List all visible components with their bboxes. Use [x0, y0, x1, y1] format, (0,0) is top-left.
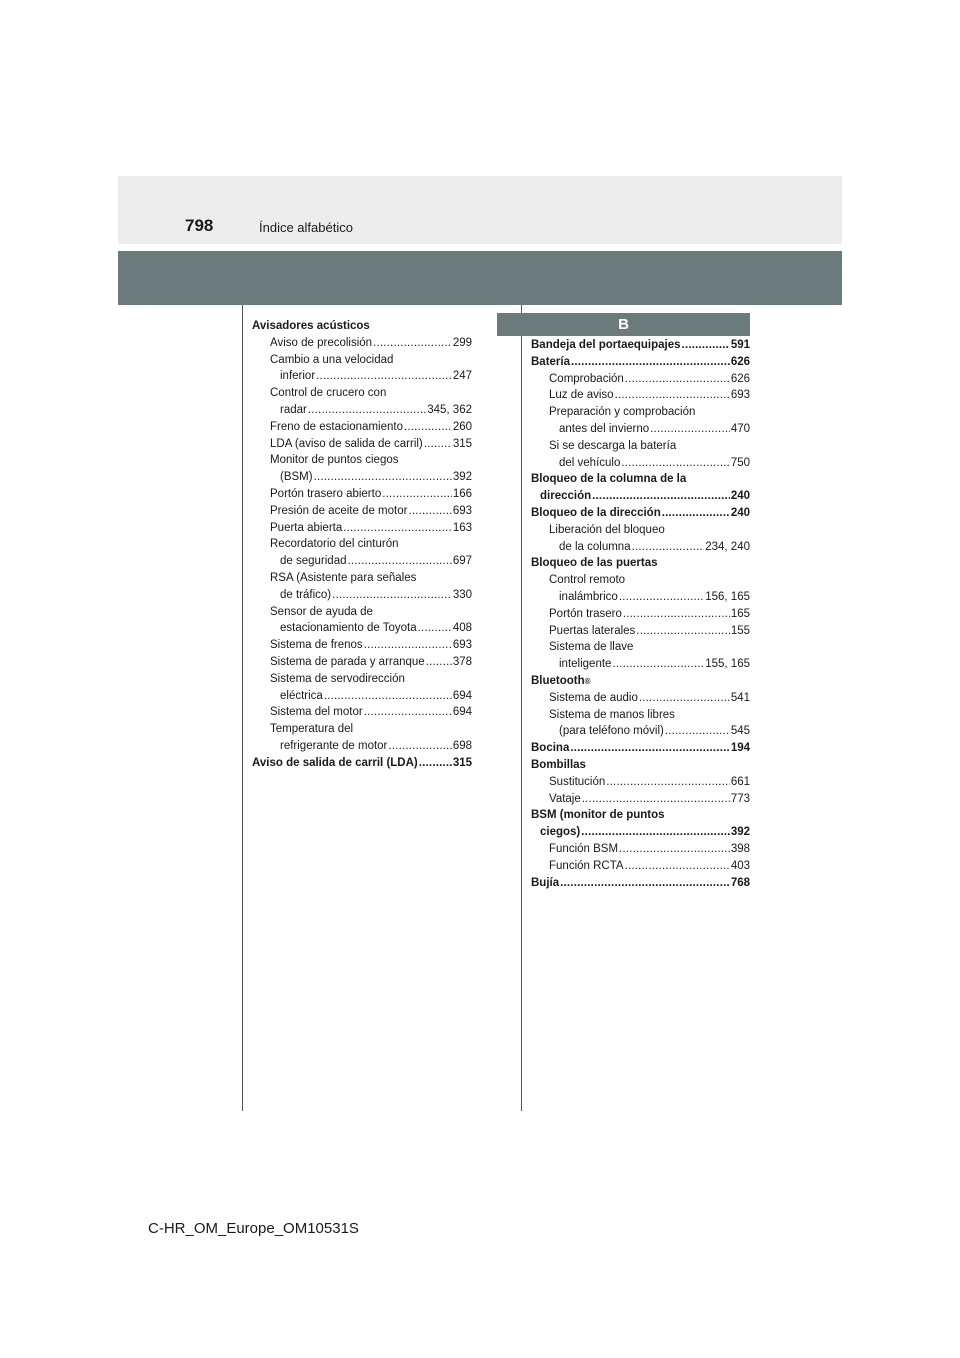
index-entry-text: Aviso de precolisión — [270, 336, 373, 349]
index-entry — [531, 807, 750, 824]
header-dark-band — [118, 251, 842, 305]
dot-leader — [636, 623, 730, 640]
index-entry-text: Cambio a una velocidad — [270, 353, 394, 366]
index-entry-text: Sistema de parada y arranque — [270, 655, 425, 668]
index-entry-page: 697 — [452, 555, 472, 568]
index-entry — [252, 604, 472, 621]
left-column-rule — [242, 305, 243, 1111]
index-entry — [252, 385, 472, 402]
index-entry — [531, 757, 750, 774]
index-entry — [252, 721, 472, 738]
index-entry — [531, 639, 750, 656]
index-entry — [531, 555, 750, 572]
index-entry — [531, 690, 750, 707]
dot-leader — [650, 421, 730, 438]
index-entry — [531, 656, 750, 673]
index-entry — [531, 572, 750, 589]
index-entry-page: 315 — [452, 437, 472, 450]
index-entry — [252, 688, 472, 705]
section-title: Índice alfabético — [259, 220, 353, 235]
index-entry-page: 626 — [730, 372, 750, 385]
index-entry-text: Bandeja del portaequipajes — [531, 339, 681, 351]
index-entry — [531, 606, 750, 623]
dot-leader — [560, 875, 730, 892]
index-entry — [252, 352, 472, 369]
index-entry-text: Portón trasero abierto — [270, 487, 382, 500]
index-entry-text: Temperatura del — [270, 723, 354, 736]
index-entry-page: 240 — [730, 490, 750, 503]
index-entry-text: Sistema de frenos — [270, 639, 363, 652]
dot-leader — [639, 690, 730, 707]
index-entry-text: Sustitución — [549, 775, 606, 788]
index-entry-text: (BSM) — [280, 471, 313, 484]
index-entry-text: dirección — [540, 490, 592, 503]
index-entry — [252, 654, 472, 671]
dot-leader — [308, 402, 426, 419]
letter-heading-b: B — [497, 313, 750, 336]
index-entry — [531, 505, 750, 522]
index-entry-text: inalámbrico — [559, 590, 618, 603]
index-entry — [252, 469, 472, 486]
footer-document-id: C-HR_OM_Europe_OM10531S — [148, 1220, 359, 1237]
index-entry-page: 260 — [452, 420, 472, 433]
index-entry-text: Función BSM — [549, 842, 619, 855]
index-entry — [531, 371, 750, 388]
index-entry-text: de tráfico) — [280, 588, 332, 601]
index-entry — [531, 438, 750, 455]
dot-leader — [570, 740, 729, 757]
dot-leader — [373, 335, 452, 352]
index-entry — [252, 335, 472, 352]
index-entry-text: BSM (monitor de puntos — [531, 809, 665, 822]
dot-leader — [625, 858, 730, 875]
index-entry — [531, 404, 750, 421]
index-entry-text: ciegos) — [540, 826, 581, 839]
dot-leader — [592, 488, 730, 505]
index-entry-text: RSA (Asistente para señales — [270, 571, 417, 584]
index-entry-text: de la columna — [559, 540, 631, 553]
dot-leader — [348, 553, 452, 570]
index-entry — [252, 704, 472, 721]
index-entry-text: Control de crucero con — [270, 387, 387, 400]
index-entry-text: Presión de aceite de motor — [270, 504, 408, 517]
index-entry — [252, 402, 472, 419]
index-entry-text: estacionamiento de Toyota — [280, 622, 417, 635]
index-entry — [531, 774, 750, 791]
index-entry-text: Bocina — [531, 742, 570, 755]
index-entry — [531, 354, 750, 371]
dot-leader — [324, 688, 452, 705]
index-entry-text: eléctrica — [280, 689, 323, 702]
index-entry — [531, 471, 750, 488]
index-entry-page: 165 — [730, 607, 750, 620]
index-entry-page: 166 — [452, 487, 472, 500]
index-entry — [252, 671, 472, 688]
dot-leader — [625, 371, 730, 388]
index-entry — [531, 455, 750, 472]
index-entry-text: del vehículo — [559, 456, 621, 469]
index-entry — [252, 452, 472, 469]
index-entry — [252, 620, 472, 637]
index-entry-text: Preparación y comprobación — [549, 406, 696, 419]
index-entry-text: Sensor de ayuda de — [270, 605, 373, 618]
dot-leader — [665, 723, 730, 740]
dot-leader — [606, 774, 730, 791]
dot-leader — [682, 337, 730, 354]
index-entry — [531, 824, 750, 841]
dot-leader — [612, 656, 704, 673]
index-entry-text: Sistema del motor — [270, 706, 363, 719]
index-entry-page: 408 — [452, 622, 472, 635]
index-entry — [252, 553, 472, 570]
index-entry — [531, 723, 750, 740]
index-entry-page: 591 — [730, 339, 750, 351]
index-entry-text: Comprobación — [549, 372, 624, 385]
index-entry-page: 470 — [730, 422, 750, 435]
index-entry-text: Bombillas — [531, 758, 586, 771]
dot-leader — [364, 637, 452, 654]
index-entry-page: 698 — [452, 739, 472, 752]
index-entry-page: 694 — [452, 689, 472, 702]
index-entry — [252, 368, 472, 385]
index-entry-text: Control remoto — [549, 574, 626, 587]
index-entry-text: Batería — [531, 355, 570, 368]
page-number: 798 — [185, 216, 214, 235]
index-entry-text: Bloqueo de las puertas — [531, 557, 658, 570]
index-entry — [531, 858, 750, 875]
index-entry-page: 661 — [730, 775, 750, 788]
index-entry-text: Luz de aviso — [549, 389, 614, 402]
index-entry — [531, 740, 750, 757]
right-column-rule — [521, 305, 522, 1111]
index-entry-text: Puertas laterales — [549, 624, 636, 637]
index-entry-text: Sistema de llave — [549, 641, 634, 654]
index-entry — [531, 522, 750, 539]
dot-leader — [418, 620, 452, 637]
index-entry — [252, 536, 472, 553]
dot-leader — [582, 791, 730, 808]
index-entry-page: 392 — [730, 826, 750, 839]
index-entry-page: 378 — [452, 655, 472, 668]
dot-leader — [332, 587, 452, 604]
index-entry-page: 240 — [730, 506, 750, 519]
dot-leader — [621, 455, 729, 472]
index-entry-text: Freno de estacionamiento — [270, 420, 403, 433]
index-entry-page: 545 — [730, 725, 750, 738]
index-entry-text: Vataje — [549, 792, 581, 805]
index-entry-text: Puerta abierta — [270, 521, 343, 534]
index-entry-text: Aviso de salida de carril (LDA) — [252, 756, 418, 769]
dot-leader — [571, 354, 730, 371]
index-entry — [252, 486, 472, 503]
dot-leader — [419, 755, 452, 772]
index-entry-page: 392 — [452, 471, 472, 484]
dot-leader — [623, 606, 730, 623]
index-entry-text: Bluetooth — [531, 674, 585, 687]
index-entry — [252, 436, 472, 453]
index-entry-text: Bloqueo de la dirección — [531, 506, 661, 519]
index-entry-page: 299 — [452, 336, 472, 349]
index-entry-page: 541 — [730, 691, 750, 704]
dot-leader — [424, 436, 452, 453]
index-entry — [252, 738, 472, 755]
index-entry — [531, 337, 750, 354]
dot-leader — [364, 704, 452, 721]
index-entry: Bluetooth ® — [531, 673, 750, 690]
index-entry-page: 194 — [730, 742, 750, 755]
index-entry-page: 345, 362 — [427, 403, 472, 416]
index-entry — [252, 570, 472, 587]
index-entry-page: 247 — [452, 370, 472, 383]
index-entry-page: 694 — [452, 706, 472, 719]
index-entry-page: 155, 165 — [705, 658, 750, 671]
index-entry-page: 156, 165 — [705, 590, 750, 603]
index-entry — [531, 539, 750, 556]
dot-leader — [408, 503, 451, 520]
index-entry — [252, 587, 472, 604]
dot-leader — [388, 738, 451, 755]
index-entry-text: Sistema de manos libres — [549, 708, 675, 721]
dot-leader — [343, 520, 452, 537]
dot-leader — [426, 654, 452, 671]
index-entry — [531, 791, 750, 808]
dot-leader — [382, 486, 452, 503]
index-entry-text: Bujía — [531, 876, 560, 889]
index-entry-page: 693 — [452, 639, 472, 652]
dot-leader — [619, 589, 704, 606]
dot-leader — [404, 419, 452, 436]
dot-leader — [615, 387, 730, 404]
index-entry-text: Si se descarga la batería — [549, 439, 677, 452]
index-entry-page: 330 — [452, 588, 472, 601]
index-entry-page: 693 — [730, 389, 750, 402]
index-entry-text: de seguridad — [280, 555, 347, 568]
index-entry-page: 750 — [730, 456, 750, 469]
right-index-column — [531, 337, 750, 891]
index-entry-text: Monitor de puntos ciegos — [270, 454, 399, 467]
index-entry-text: Sistema de servodirección — [270, 672, 405, 685]
index-entry — [252, 318, 472, 335]
index-entry — [531, 707, 750, 724]
index-entry-text: Recordatorio del cinturón — [270, 538, 399, 551]
index-entry-text: LDA (aviso de salida de carril) — [270, 437, 423, 450]
index-entry-text: antes del invierno — [559, 422, 650, 435]
left-index-column — [252, 318, 472, 772]
index-entry-page: 403 — [730, 859, 750, 872]
index-entry-text: Liberación del bloqueo — [549, 523, 665, 536]
index-entry-page: 234, 240 — [705, 540, 750, 553]
index-entry-text: Bloqueo de la columna de la — [531, 473, 687, 486]
index-entry — [531, 589, 750, 606]
dot-leader — [314, 469, 452, 486]
index-entry-page: 163 — [452, 521, 472, 534]
index-entry — [252, 755, 472, 772]
index-entry — [531, 387, 750, 404]
index-entry-page: 773 — [730, 792, 750, 805]
dot-leader — [619, 841, 730, 858]
index-entry — [531, 841, 750, 858]
index-entry — [531, 421, 750, 438]
index-entry — [252, 503, 472, 520]
index-entry-page: 398 — [730, 842, 750, 855]
index-entry-text: inteligente — [559, 658, 612, 671]
index-entry-text: inferior — [280, 370, 316, 383]
index-entry — [252, 419, 472, 436]
index-entry-text: Avisadores acústicos — [252, 320, 370, 332]
index-entry-text: radar — [280, 403, 307, 416]
index-entry — [252, 520, 472, 537]
index-entry-page: 693 — [452, 504, 472, 517]
index-entry-text: Portón trasero — [549, 607, 622, 620]
index-entry-page: 626 — [730, 355, 750, 368]
dot-leader — [662, 505, 730, 522]
index-entry-page: 768 — [730, 876, 750, 889]
index-entry — [252, 637, 472, 654]
index-entry-text: Sistema de audio — [549, 691, 638, 704]
header-band — [118, 176, 842, 244]
index-entry — [531, 623, 750, 640]
index-entry — [531, 875, 750, 892]
dot-leader — [316, 368, 452, 385]
index-entry — [531, 488, 750, 505]
index-entry-page: 315 — [452, 756, 472, 769]
dot-leader — [581, 824, 730, 841]
index-entry-page: 155 — [730, 624, 750, 637]
dot-leader — [632, 539, 705, 556]
index-entry-text: (para teléfono móvil) — [559, 725, 664, 738]
index-entry-text: refrigerante de motor — [280, 739, 388, 752]
index-entry-text: Función RCTA — [549, 859, 624, 872]
